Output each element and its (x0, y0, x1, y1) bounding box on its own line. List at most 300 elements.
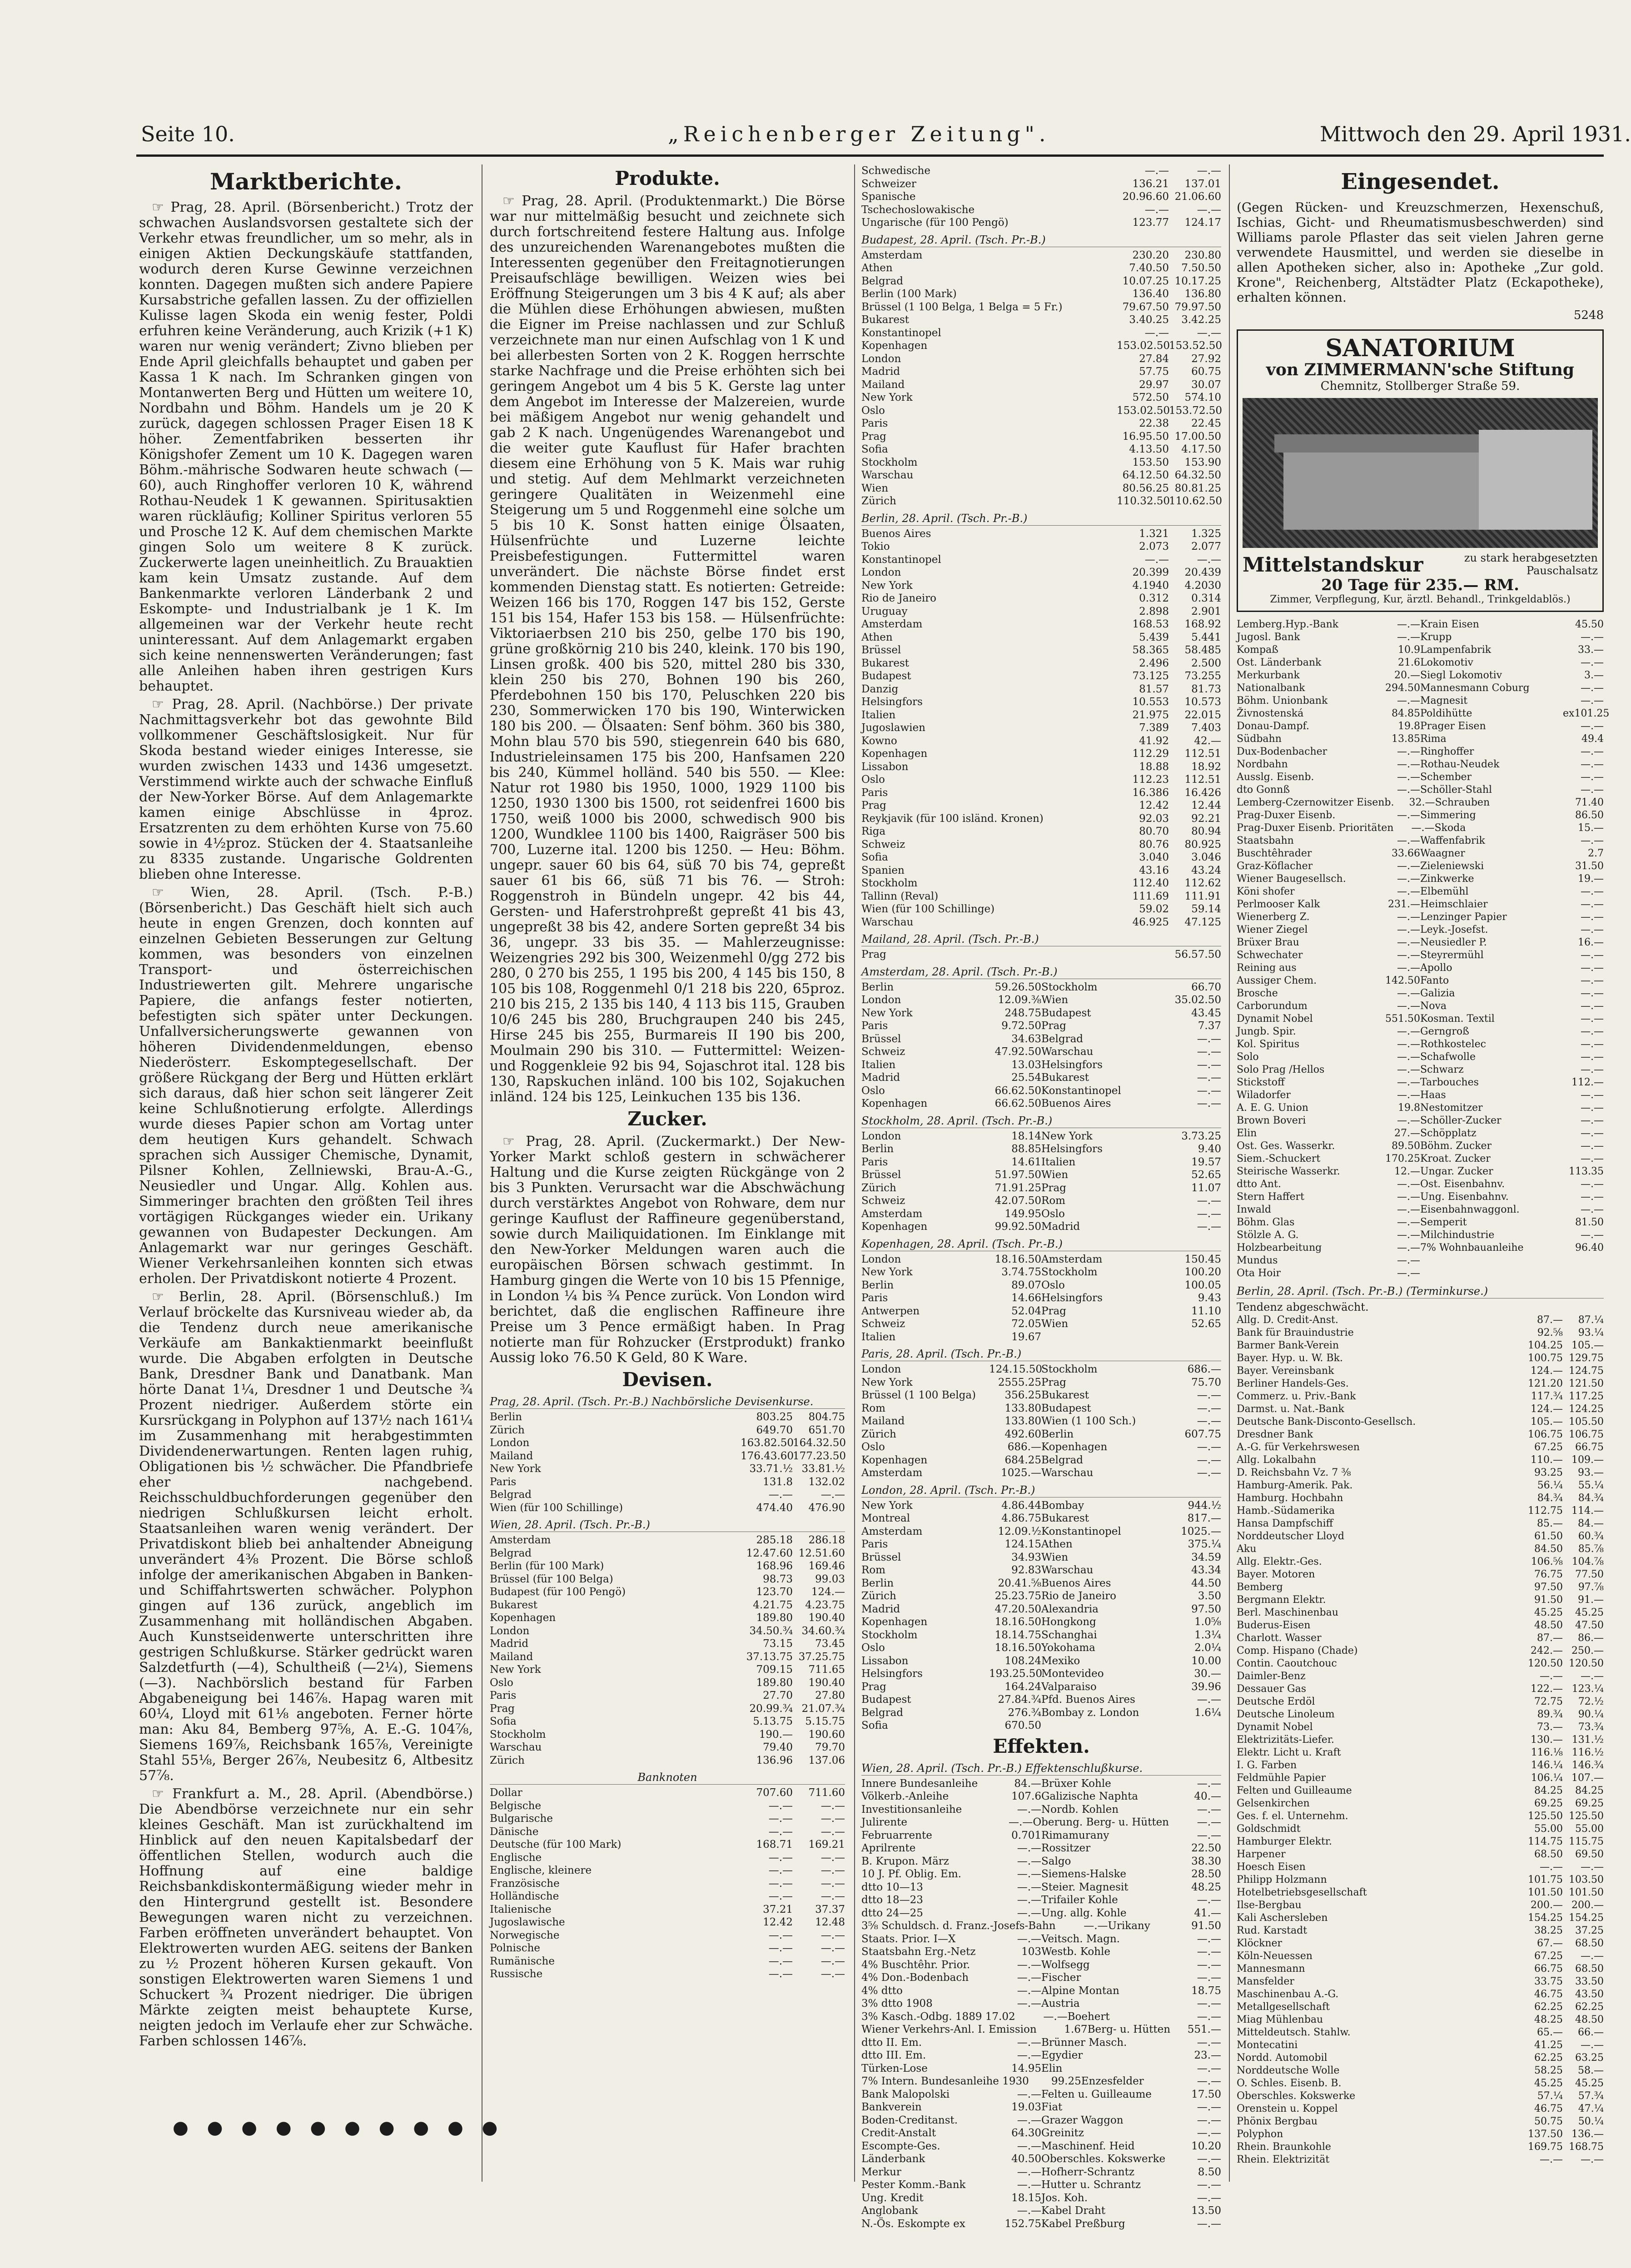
table-row (861, 2114, 1221, 2127)
row-value: —.— (1581, 2154, 1604, 2165)
table-row (1237, 2026, 1604, 2039)
table-row (861, 1655, 1221, 1668)
row-value: 64.12.50 (1122, 469, 1169, 481)
row-label: Carborundum (1237, 1000, 1308, 1012)
table-row (861, 1331, 1221, 1344)
table-heading: London, 28. April. (Tsch. Pr.-B.) (861, 1483, 1221, 1497)
row-value: Wolfsegg (1041, 1959, 1090, 1971)
row-value: 73.¾ (1578, 1721, 1604, 1733)
row-value: 38.25 (1534, 1925, 1563, 1936)
row-value: 48.25 (1534, 2014, 1563, 2025)
row-value: 607.75 (1184, 1428, 1221, 1440)
row-value: —.— (1197, 2218, 1221, 2230)
row-label: A.-G. für Verkehrswesen (1237, 1442, 1360, 1453)
row-label: Staatsbahn Erg.-Netz (861, 1946, 976, 1958)
row-value: 65.— (1537, 2027, 1563, 2038)
row-value: Milchindustrie (1420, 1229, 1495, 1241)
table-row (861, 1551, 1221, 1564)
row-value: —.— (1540, 1671, 1563, 1682)
row-label: Rumänische (490, 1955, 555, 1967)
row-value: Montevideo (1041, 1668, 1104, 1680)
table-row (861, 1071, 1221, 1084)
table-row (1237, 898, 1604, 911)
row-label: Stockholm (861, 456, 918, 468)
row-value (1041, 1719, 1169, 1732)
table-row (861, 553, 1221, 567)
row-label: Bank Malopolski (861, 2088, 950, 2100)
row-value: —.— (1581, 1089, 1604, 1101)
table-row (1237, 2014, 1604, 2026)
table-row (1237, 1861, 1604, 1874)
row-value: —.— (1581, 784, 1604, 796)
row-value: 81.50 (1575, 1217, 1604, 1228)
row-value: 22.50 (1191, 1842, 1221, 1854)
row-value: 73.45 (815, 1638, 845, 1650)
row-value: 87.¼ (1578, 1314, 1604, 1326)
row-value: —.— (1397, 1217, 1420, 1228)
row-label: Bayer. Hyp. u. W. Bk. (1237, 1353, 1343, 1364)
row-label: Hotelbetriebsgesellschaft (1237, 1887, 1367, 1898)
table-row (861, 301, 1221, 314)
row-label: Felten und Guilleaume (1237, 1785, 1352, 1796)
row-label: Lemberg.Hyp.-Bank (1237, 619, 1339, 630)
table-heading: Amsterdam, 28. April. (Tsch. Pr.-B.) (861, 965, 1221, 979)
row-value: 13.85 (1392, 733, 1420, 745)
row-value: —.— (1581, 886, 1604, 897)
table-row (861, 1130, 1221, 1143)
table-row (861, 2166, 1221, 2179)
row-value: Oberung. Berg- u. Hütten (1033, 1816, 1169, 1828)
table-row (861, 164, 1221, 178)
row-value: 169.21 (808, 1839, 845, 1850)
table-row (1237, 1204, 1604, 1216)
row-value: Waagner (1420, 848, 1465, 859)
row-value: —.— (1197, 553, 1221, 566)
table-row (490, 1890, 845, 1903)
row-value: 18.15 (1011, 2192, 1041, 2204)
table-row (861, 812, 1221, 826)
row-value: 106.75 (1528, 1429, 1563, 1440)
row-value: —.— (1397, 988, 1420, 999)
row-value: 80.925 (1184, 838, 1221, 850)
row-value: —.— (1397, 759, 1420, 770)
article-body (139, 200, 473, 2049)
table-row (1237, 1242, 1604, 1254)
row-value: 12.09.⅜ (998, 994, 1041, 1006)
row-value: Schrauben (1435, 797, 1490, 808)
ad-includes: Zimmer, Verpflegung, Kur, ärztl. Behandl., Trinkgeldablös.) (1270, 594, 1571, 605)
column-divider (1229, 164, 1230, 2182)
row-value: 13.03 (1011, 1059, 1041, 1071)
table-row (1237, 644, 1604, 657)
row-value: Boehert (1067, 2010, 1110, 2023)
row-value: 276.¾ (1008, 1706, 1041, 1719)
row-value: 111.69 (1132, 890, 1169, 902)
table-row (1237, 618, 1604, 631)
table-row (861, 838, 1221, 851)
table-row (1237, 1051, 1604, 1064)
row-value (1563, 1254, 1604, 1267)
row-value: 87.— (1537, 1632, 1563, 1644)
row-value: 711.60 (808, 1787, 845, 1799)
row-label: London (861, 1130, 901, 1142)
row-label: Amsterdam (861, 1208, 923, 1220)
row-value: Mexiko (1041, 1655, 1080, 1667)
row-label: Solo (1237, 1051, 1259, 1063)
row-value: —.— (1017, 2166, 1041, 2178)
table-row (861, 204, 1221, 217)
row-value: —.— (1397, 1039, 1420, 1050)
table-row (490, 1800, 845, 1813)
row-value: 27.84.¾ (998, 1694, 1041, 1706)
row-value: 45.25 (1534, 1607, 1563, 1618)
row-label: Elektrizitäts-Liefer. (1237, 1734, 1334, 1746)
table-row (490, 1625, 845, 1638)
row-label: London (861, 353, 901, 365)
table-row (1237, 1746, 1604, 1759)
row-value: 0.701 (1011, 1829, 1041, 1841)
row-label: Harpener (1237, 1849, 1286, 1860)
table-row (1237, 758, 1604, 771)
row-label: Kowno (861, 735, 897, 747)
row-value: 96.40 (1575, 1242, 1604, 1253)
table-row (861, 877, 1221, 890)
table-row (1237, 1089, 1604, 1102)
row-value: 109.— (1571, 1454, 1604, 1466)
ad-offer-title: Mittelstandskur (1243, 553, 1423, 577)
row-value: 2.898 (1139, 605, 1169, 617)
row-value: Athen (1041, 1538, 1073, 1550)
row-value: 193.25.50 (989, 1668, 1043, 1680)
row-value: 12.44 (1191, 800, 1221, 811)
table-heading: Berlin, 28. April. (Tsch. Pr.-B.) (861, 512, 1221, 526)
row-value: 1.325 (1191, 527, 1221, 540)
table-row (861, 1143, 1221, 1156)
row-value: —.— (1397, 810, 1420, 821)
row-value: 190.40 (808, 1612, 845, 1624)
row-value: —.— (768, 1942, 793, 1954)
row-value: 4.17.50 (1181, 443, 1221, 455)
row-value: —.— (1397, 937, 1420, 948)
row-value: 47.¼ (1578, 2103, 1604, 2114)
row-label: Rom (861, 1564, 885, 1576)
row-value: —.— (1197, 1084, 1221, 1097)
row-value: 19.8 (1398, 721, 1420, 732)
table-row (861, 1829, 1221, 1842)
row-label: Schwechater (1237, 950, 1303, 961)
row-value: 18.16.50 (995, 1642, 1041, 1654)
row-value: 93.— (1578, 1467, 1604, 1478)
table-row (861, 1538, 1221, 1551)
row-value: 79.40 (763, 1741, 793, 1753)
table-row (1237, 2141, 1604, 2154)
row-value: 66.— (1578, 2027, 1604, 2038)
paragraph: ☞ Berlin, 28. April. (Börsenschluß.) Im Verlauf bröckelte das Kursniveau wieder ab, da die Tendenz durch neue amerikanische Verkäufe am Bankaktienmarkt beeinflußt wurde. Die Abgaben erfolgten in Deutsche Bank, Dresdner Bank und Danatbank. Man hörte Danat 1¼, Dresdner 1 und Deutsche ¾ Prozent niedriger. Außerdem störte ein Kursrückgang in Polyphon auf 137½ nach 161¼ im Zusammenhang mit herabgestimmten Dividendenerwartungen. Renten lagen ruhig, Obligationen bis ½ schwächer. Die Pfandbriefe eher nachgebend. Reichsschuldbuchforderungen gegenüber den niedrigen Schlußkursen leicht erholt. Staatsanleihen waren wenig verändert. Der Privatdiskont blieb bei anhaltender Abneigung unverändert 4⅜ Prozent. Die Börse schloß infolge der amerikanischen Abgaben in Banken- und Schiffahrtswerten schwächer. Polyphon gingen auf 136 zurück, angeblich im Zusammenhang mit holländischen Abgaben. Auch Kunstseidenwerte unterschritten ihre gestrigen Schlußkurse. Stärker gedrückt waren Salzdetfurth (—4), Schultheiß (—2¼), Siemens (—3). Nachbörslich bestand für Farben Abgabeneigung bei 146⅞. Hapag waren mit 60¼, Lloyd mit 61⅛ angeboten. Ferner hörte man: Aku 84, Bemberg 97⅝, A. E.-G. 104⅞, Siemens 169⅞, Reichsbank 165⅞, Vereinigte Stahl 55⅛, Berger 26⅞, Neubesitz 6, Altbesitz 57⅞. (139, 1289, 473, 1784)
table-row (861, 1097, 1221, 1110)
row-label: Investitionsanleihe (861, 1803, 962, 1815)
row-label: Danzig (861, 683, 899, 695)
table-row (490, 1676, 845, 1690)
table-row (1237, 2154, 1604, 2166)
table-row (861, 1564, 1221, 1577)
row-label: Reining aus (1237, 962, 1297, 974)
row-label: Englische (490, 1851, 542, 1864)
row-value: —.— (1197, 2075, 1221, 2087)
row-value: 2.901 (1191, 605, 1221, 617)
row-value: 3.42.25 (1181, 314, 1221, 326)
row-value: 43.24 (1191, 864, 1221, 876)
row-label: Belgrad (861, 1706, 904, 1719)
row-label: Dynamit Nobel (1237, 1721, 1313, 1733)
row-value: —.— (1397, 1064, 1420, 1075)
row-value: —.— (1017, 1959, 1041, 1971)
row-value: 2.073 (1139, 541, 1169, 552)
row-value: —.— (1197, 1415, 1221, 1427)
row-value: 7.50.50 (1181, 262, 1221, 274)
table-row (861, 1706, 1221, 1720)
table-row (861, 1318, 1221, 1331)
row-value: —.— (1397, 1204, 1420, 1215)
row-value: —.— (1397, 924, 1420, 935)
row-label: 4% Buschtêhr. Prior. (861, 1959, 970, 1971)
table-row (861, 1512, 1221, 1525)
row-value: —.— (1197, 2010, 1221, 2023)
row-value: —.— (820, 1489, 845, 1501)
row-value: 133.80 (1004, 1415, 1041, 1427)
row-label: Dynamit Nobel (1237, 1013, 1313, 1025)
row-value: 124.17 (1184, 217, 1221, 229)
row-value: —.— (1397, 1051, 1420, 1063)
table-row (861, 1855, 1221, 1868)
row-value: —.— (1197, 1467, 1221, 1479)
table-row (1237, 1403, 1604, 1416)
row-value: Elin (1041, 2062, 1063, 2074)
rate-table (861, 1499, 1221, 1732)
row-value: —.— (1197, 1894, 1221, 1906)
row-value: Felten u. Guilleaume (1041, 2088, 1152, 2100)
row-value: 112.51 (1184, 748, 1221, 760)
ad-title: SANATORIUM (1325, 334, 1515, 362)
row-label: Mailand (490, 1651, 533, 1663)
row-value: Haas (1420, 1089, 1446, 1101)
row-value: 153.02.50 (1117, 340, 1170, 352)
row-label: Oberschles. Kokswerke (1237, 2090, 1356, 2102)
row-label: Nordbahn (1237, 759, 1288, 770)
row-value: 35.02.50 (1174, 994, 1221, 1006)
row-value: 1025.— (1001, 1467, 1041, 1479)
table-row (861, 1984, 1221, 1998)
row-value: —.— (1197, 1959, 1221, 1971)
row-value: 112.75 (1528, 1505, 1563, 1517)
row-value: 22.45 (1191, 418, 1221, 429)
row-value: 12.09.½ (998, 1525, 1041, 1537)
table-row (861, 430, 1221, 443)
table-row (1237, 1314, 1604, 1327)
section-title: Produkte. (615, 167, 720, 189)
table-row (1237, 1975, 1604, 1988)
row-label: Kopenhagen (861, 340, 928, 352)
row-value: 474.40 (756, 1502, 793, 1514)
table-row (861, 2049, 1221, 2062)
page-number: Seite 10. (141, 122, 235, 146)
table-row (861, 1441, 1221, 1454)
row-value: —.— (768, 1800, 793, 1812)
table-row (861, 981, 1221, 994)
table-row (861, 1590, 1221, 1603)
row-value: Siemens-Halske (1041, 1868, 1127, 1880)
row-label: New York (861, 1007, 913, 1019)
table-row (861, 786, 1221, 800)
row-value: Madrid (1041, 1221, 1080, 1233)
row-label: London (490, 1625, 530, 1637)
row-value: 117.25 (1569, 1391, 1604, 1402)
row-label: Antwerpen (861, 1305, 920, 1317)
table-row (861, 1292, 1221, 1305)
row-value: 18.16.50 (995, 1253, 1041, 1265)
ad-offer-note: zu stark herabgesetzten Pauschalsatz (1464, 552, 1598, 577)
row-label: Solo Prag /Hellos (1237, 1064, 1325, 1075)
table-row (861, 404, 1221, 418)
row-value: 686.— (1187, 1363, 1221, 1375)
table-row (861, 1894, 1221, 1907)
row-value: —.— (1581, 1153, 1604, 1164)
row-value: 91.50 (1191, 1920, 1221, 1932)
row-value: —.— (1581, 695, 1604, 706)
table-row (1237, 707, 1610, 720)
table-row (861, 670, 1221, 683)
row-value: 80.76 (1139, 838, 1169, 850)
row-value: 10.553 (1132, 696, 1169, 708)
row-value: —.— (1581, 899, 1604, 910)
row-value: —.— (1581, 746, 1604, 757)
article-body (490, 1134, 845, 1366)
row-value: —.— (1197, 1195, 1221, 1207)
row-value: Bombay z. London (1041, 1706, 1139, 1719)
row-label: Schweiz (861, 1046, 905, 1058)
row-value: Schember (1420, 771, 1472, 783)
row-value: Rio de Janeiro (1041, 1590, 1117, 1602)
row-label: Merkur (861, 2166, 901, 2178)
row-value: —.— (1197, 1998, 1221, 2009)
row-value: Bombay (1041, 1499, 1084, 1512)
table-row (861, 618, 1221, 631)
row-value: Simmering (1420, 810, 1476, 821)
row-value: —.— (1581, 1026, 1604, 1037)
table-row (490, 1864, 845, 1877)
row-value: Brünner Masch. (1041, 2036, 1127, 2049)
row-value: 18.75 (1191, 1984, 1221, 1997)
table-row (861, 2192, 1221, 2205)
row-label: Aussiger Chem. (1237, 975, 1317, 986)
table-row (861, 1376, 1221, 1389)
row-value: 21.975 (1132, 709, 1169, 721)
row-value: 105.— (1571, 1340, 1604, 1351)
paragraph: ☞ Prag, 28. April. (Zuckermarkt.) Der New-Yorker Markt schloß gestern in schwächerer Haltung und die Kurse zeigten Rückgänge von 2 bis 3 Punkten. Verursacht war die Abschwächung durch verstärktes Angebot von Rohware, dem nur geringe Kauflust der Raffineure gegenüberstand, sowie durch Mailiquidationen. Im Einklange mit den New-Yorker Meldungen waren auch die europäischen Börsen schwach gestimmt. In Hamburg gingen die Werte von 10 bis 15 Pfennige, in London ¼ bis ¾ Pence zurück. Von London wird berichtet, daß die englischen Raffineure ihre Preise um 3 Pence ermäßigt haben. In Prag notierte man für Rohzucker (Erstprodukt) franko Aussig loko 76.50 K Geld, 80 K Ware. (490, 1134, 845, 1366)
table-row (1237, 1594, 1604, 1606)
row-value: 100.05 (1184, 1279, 1221, 1291)
table-row (1237, 911, 1604, 924)
row-label: Metallgesellschaft (1237, 2001, 1330, 2013)
row-value: 40.— (1194, 1791, 1221, 1802)
table-row (861, 327, 1221, 340)
row-label: I. G. Farben (1237, 1760, 1297, 1771)
row-value: Enzesfelder (1081, 2075, 1144, 2087)
table-row (490, 1877, 845, 1890)
row-value: 69.25 (1534, 1798, 1563, 1809)
table-heading: Wien, 28. April. (Tsch. Pr.-B.) (490, 1518, 845, 1532)
table-row (1237, 822, 1604, 835)
row-value: 85.— (1537, 1518, 1563, 1529)
table-row (1237, 1076, 1604, 1089)
row-value: 84.85 (1392, 708, 1420, 719)
row-value: —.— (1397, 784, 1420, 796)
table-row (1237, 1543, 1604, 1556)
table-row (490, 1825, 845, 1839)
row-value: 55.00 (1534, 1823, 1563, 1835)
table-row (861, 417, 1221, 430)
row-value: —.— (1397, 1268, 1420, 1279)
row-value: —.— (1197, 1033, 1221, 1045)
row-value: Schöller-Zucker (1420, 1115, 1502, 1126)
row-label: Budapest (861, 670, 911, 682)
row-label: Amsterdam (861, 618, 923, 630)
row-value: Wien (1041, 994, 1069, 1006)
row-value: 84.25 (1575, 1785, 1604, 1796)
row-value: 190.60 (808, 1728, 845, 1741)
row-value: Apollo (1420, 962, 1452, 974)
row-value: Wien (1041, 1169, 1069, 1181)
table-row (861, 825, 1221, 838)
row-value: —.— (1084, 1920, 1108, 1932)
row-value: 105.— (1531, 1416, 1563, 1427)
row-label: Phönix Bergbau (1237, 2116, 1318, 2127)
row-label: Oslo (861, 1642, 885, 1654)
row-value: 72.05 (1011, 1318, 1041, 1330)
row-label: Schwedische (861, 165, 930, 177)
table-row (1237, 1038, 1604, 1051)
table-row (1237, 809, 1604, 822)
row-value: —.— (1581, 1039, 1604, 1050)
row-value: 112.— (1571, 1077, 1604, 1088)
row-value: 286.18 (808, 1534, 845, 1546)
row-value: 46.75 (1534, 2103, 1563, 2114)
row-label: Madrid (861, 366, 900, 378)
table-row (490, 1462, 845, 1476)
row-value: 98.73 (763, 1573, 793, 1585)
row-label: Barmer Bank-Verein (1237, 1340, 1339, 1351)
table-row (861, 1842, 1221, 1855)
row-value: 2.496 (1139, 657, 1169, 669)
row-value: Brüxer Kohle (1041, 1777, 1111, 1790)
row-value: 64.32.50 (1174, 469, 1221, 481)
row-value: 16.386 (1132, 786, 1169, 799)
row-value: —.— (1581, 924, 1604, 935)
row-value: 164.24 (1004, 1681, 1041, 1693)
row-value: Zieleniewski (1420, 860, 1484, 872)
table-row (1237, 2039, 1604, 2052)
row-value: Helsingfors (1041, 1292, 1103, 1304)
row-value: Galizische Naphta (1041, 1791, 1139, 1802)
row-value: 21.07.¾ (801, 1702, 845, 1715)
row-value: 58.485 (1184, 644, 1221, 656)
row-value: 84.50 (1534, 1543, 1563, 1555)
row-value: 9.40 (1198, 1143, 1221, 1155)
row-label: Mitteldeutsch. Stahlw. (1237, 2027, 1351, 2038)
row-label: Jugoslawische (490, 1916, 565, 1928)
row-value: 27.70 (763, 1690, 793, 1701)
row-value: —.— (1397, 1026, 1420, 1037)
row-value: Krain Eisen (1420, 619, 1479, 630)
